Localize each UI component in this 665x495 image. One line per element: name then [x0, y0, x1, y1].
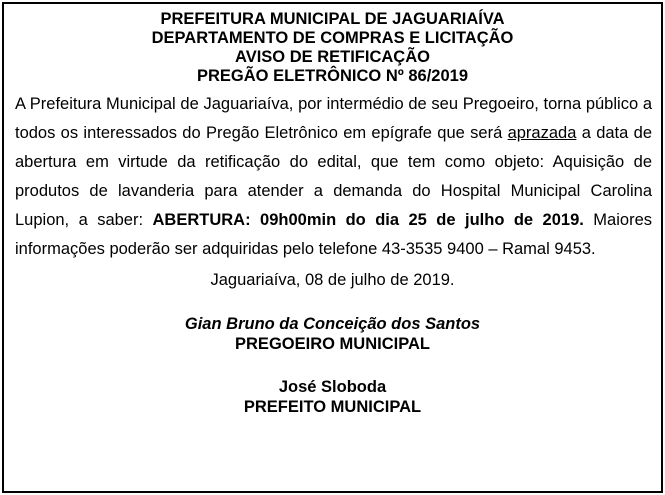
- header-notice-type: AVISO DE RETIFICAÇÃO: [235, 48, 430, 66]
- notice-body: [15, 90, 652, 264]
- signature-name-prefeito: José Sloboda: [278, 378, 387, 396]
- signature-role-prefeito: PREFEITO MUNICIPAL: [243, 398, 422, 416]
- body-text-part3: Maiores informações poderão ser adquiridas pelo telefone 43-3535 9400 – Ramal 9453.: [15, 211, 652, 258]
- body-text-part2: a data de abertura em virtude da retificação do edital, que tem como objeto: Aquisição de produtos de lavanderia para atender a demanda do Hospital Municipal Carolina Lupion, a saber:: [15, 124, 652, 229]
- body-text-part1: A Prefeitura Municipal de Jaguariaíva, por intermédio de seu Pregoeiro, torna público a todos os interessados do Pregão Eletrônico em epígrafe que será: [15, 95, 652, 142]
- signature-role-pregoeiro: PREGOEIRO MUNICIPAL: [235, 335, 430, 353]
- notice-frame: [2, 2, 663, 493]
- body-text-opening-date: ABERTURA: 09h00min do dia 25 de julho de 2019.: [152, 211, 584, 229]
- header-municipality: PREFEITURA MUNICIPAL DE JAGUARIAÍVA: [160, 10, 505, 28]
- notice-header: [4, 10, 661, 86]
- place-and-date: Jaguariaíva, 08 de julho de 2019.: [210, 271, 455, 289]
- header-process-number: PREGÃO ELETRÔNICO Nº 86/2019: [196, 67, 469, 85]
- signature-block-prefeito: [4, 377, 661, 417]
- body-text-underlined: aprazada: [507, 124, 577, 142]
- signature-block-pregoeiro: [4, 314, 661, 354]
- signature-name-pregoeiro: Gian Bruno da Conceição dos Santos: [184, 315, 481, 333]
- header-department: DEPARTAMENTO DE COMPRAS E LICITAÇÃO: [151, 29, 514, 47]
